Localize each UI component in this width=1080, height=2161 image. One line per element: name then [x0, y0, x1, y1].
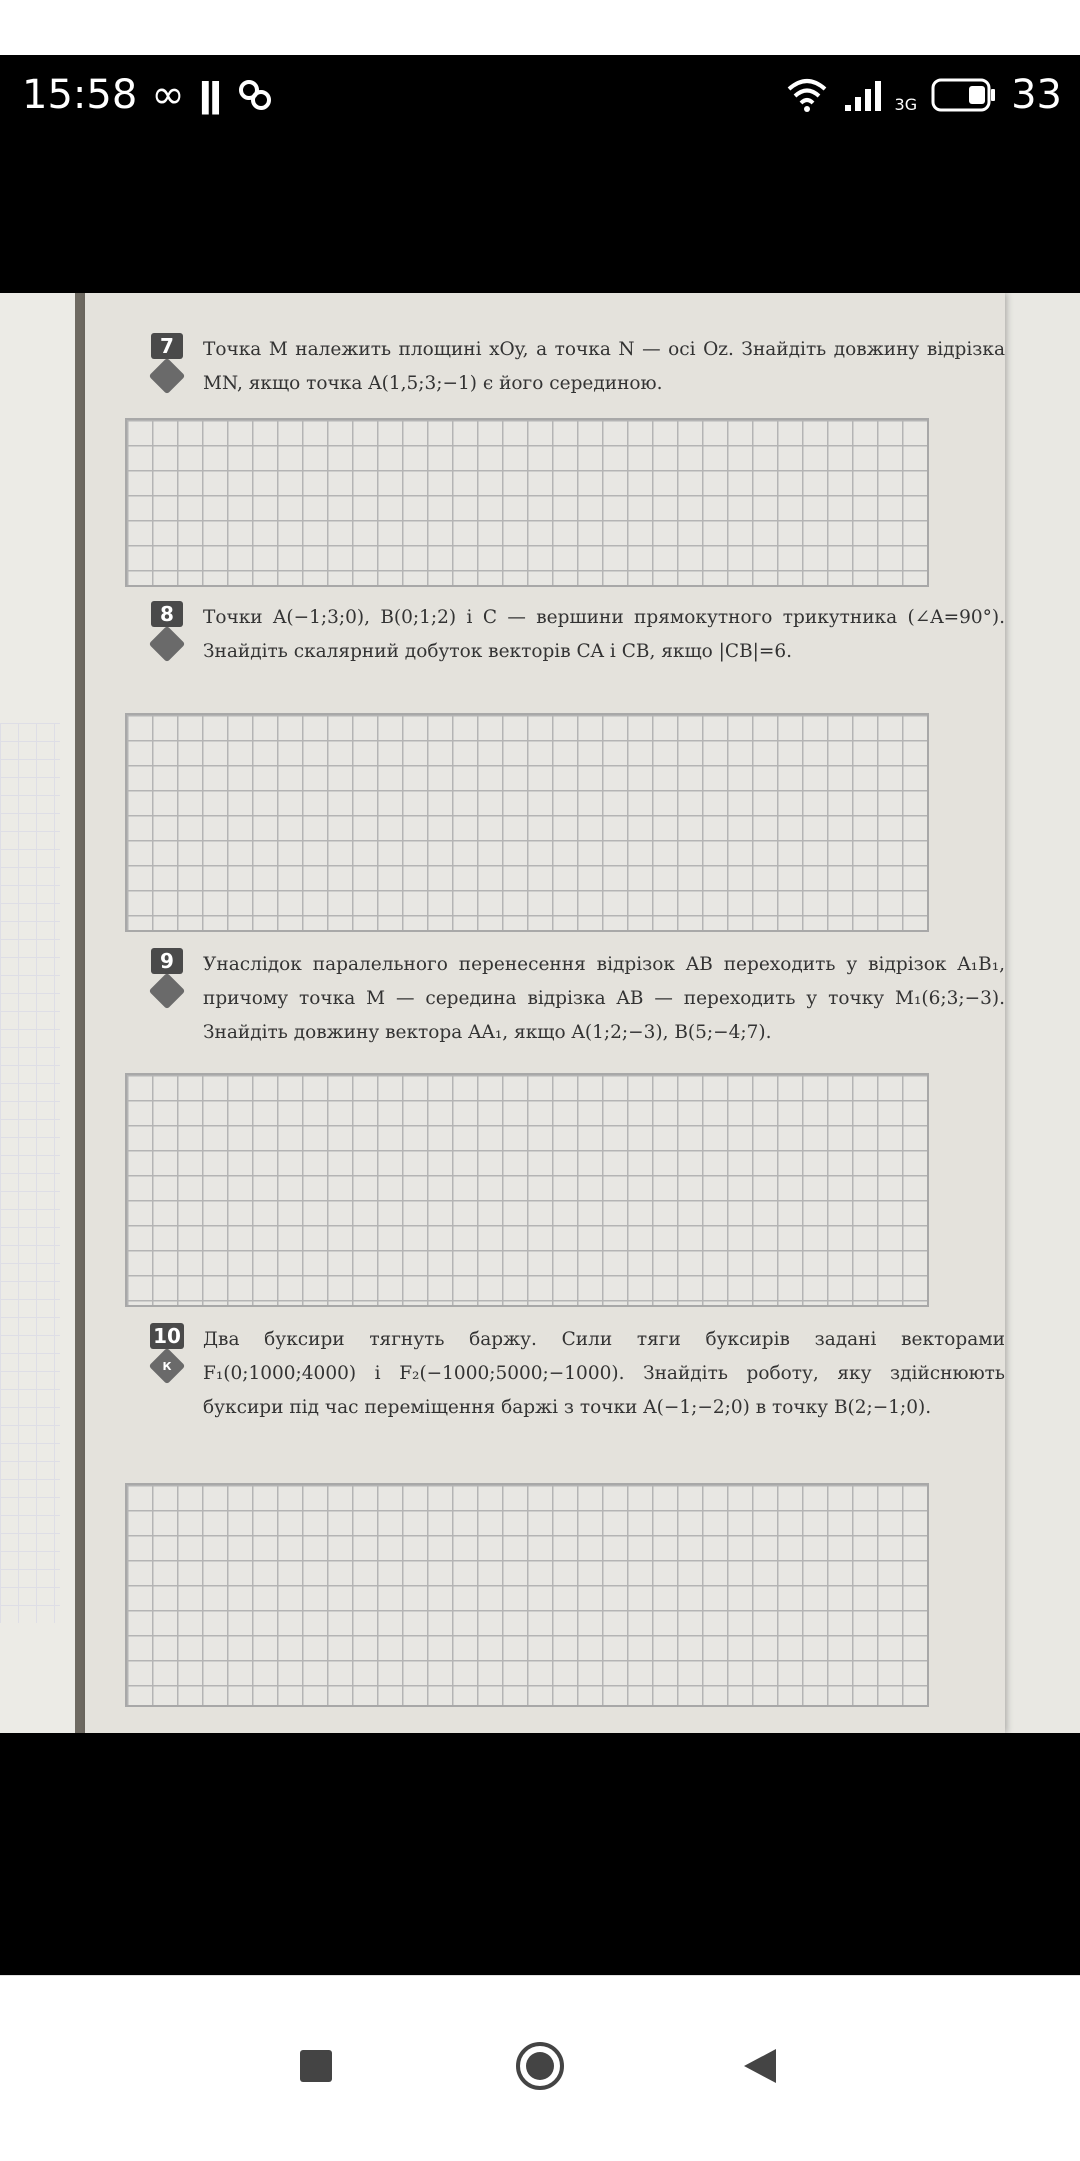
task-text: Точка M належить площині xOy, а точка N — осі Oz. Знайдіть довжину відрізка MN, якщо точка A(1,5;3;−1) є його серединою.: [203, 339, 1005, 394]
task-text: Два буксири тягнуть баржу. Сили тяги буксирів задані векторами F₁(0;1000;4000) і F₂(−1000;5000;−1000). Знайдіть роботу, яку здійснюють буксири під час переміщення баржі з точки A(−1;−2;0) в точку B(2;−1;0).: [203, 1329, 1005, 1418]
signal-icon: [843, 77, 889, 113]
status-time: 15:58: [22, 72, 138, 118]
answer-grid-7: [125, 418, 929, 587]
difficulty-icon: [149, 973, 186, 1010]
workbook-page: [85, 293, 1005, 1733]
network-type: 3G: [894, 94, 918, 114]
background-paper-grid: [0, 723, 60, 1623]
task-badge: [145, 948, 189, 1050]
answer-grid-9: [125, 1073, 929, 1307]
answer-grid-10: [125, 1483, 929, 1707]
battery-level: 33: [1011, 72, 1062, 118]
task-badge: [145, 1323, 189, 1425]
task-text: Унаслідок паралельного перенесення відрізок AB переходить у відрізок A₁B₁, причому точка M — середина відрізка AB — переходить у точку M₁(6;3;−3). Знайдіть довжину вектора AA₁, якщо A(1;2;−3), B(5;−4;7).: [203, 954, 1005, 1043]
task-badge: [145, 601, 189, 669]
task-9: [145, 948, 1005, 1050]
back-triangle-icon: [742, 2047, 778, 2085]
status-right: [785, 65, 1062, 125]
recents-square-icon: [298, 2048, 334, 2084]
infinity-icon: ∞: [151, 72, 185, 118]
home-button[interactable]: [500, 2026, 580, 2106]
answer-grid-8: [125, 713, 929, 932]
task-badge: [145, 333, 189, 401]
task-number: 8: [151, 601, 183, 627]
textbook-photo: [0, 293, 1080, 1733]
status-bar: [0, 55, 1080, 175]
task-number: 9: [151, 948, 183, 974]
task-7: [145, 333, 1005, 401]
battery-icon: [931, 78, 997, 112]
task-10: [145, 1323, 1005, 1425]
viewer-bottom-area: [0, 1735, 1080, 1975]
link-icon: [236, 76, 274, 114]
difficulty-icon: [149, 358, 186, 395]
photo-viewer[interactable]: [0, 175, 1080, 1735]
difficulty-icon: К: [149, 1348, 186, 1385]
pause-icon: ǁ: [198, 74, 223, 116]
home-circle-icon: [514, 2040, 566, 2092]
recents-button[interactable]: [276, 2026, 356, 2106]
next-page-edge: [1000, 293, 1080, 1733]
difficulty-icon: [149, 626, 186, 663]
navigation-bar: [0, 1975, 1080, 2161]
task-8: [145, 601, 1005, 669]
task-number: 7: [151, 333, 183, 359]
back-button[interactable]: [720, 2026, 800, 2106]
wifi-icon: [785, 77, 829, 113]
status-left: [22, 65, 274, 125]
task-number: 10: [150, 1323, 184, 1349]
task-text: Точки A(−1;3;0), B(0;1;2) і C — вершини прямокутного трикутника (∠A=90°). Знайдіть скалярний добуток векторів CA і CB, якщо |CB|=6.: [203, 607, 1005, 662]
top-margin: [0, 0, 1080, 55]
